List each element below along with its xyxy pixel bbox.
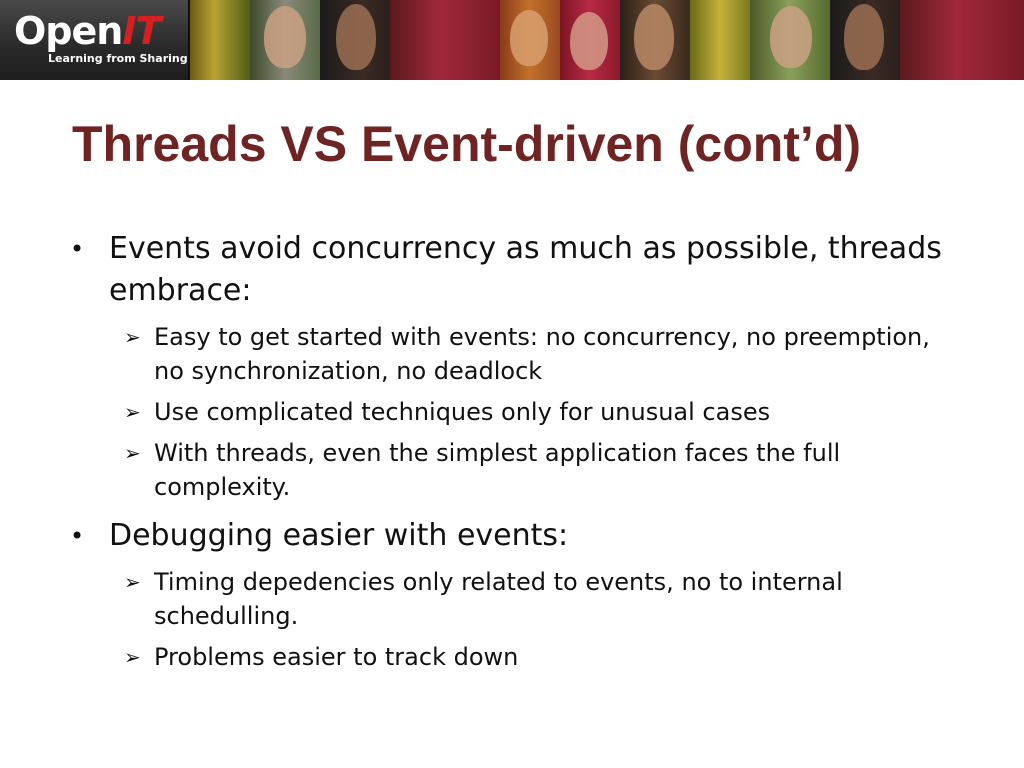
arrow-bullet-icon: ➢ (124, 645, 141, 669)
sub-bullet-text: Easy to get started with events: no concurrency, no preemption, no synchronization, no deadlock (154, 323, 930, 385)
logo-open-text: Open (14, 9, 123, 53)
photo-panel (690, 0, 750, 80)
openit-logo (0, 0, 190, 80)
arrow-bullet-icon: ➢ (124, 441, 141, 465)
photo-panel (830, 0, 900, 80)
photo-panel (560, 0, 620, 80)
sub-bullet-item (109, 320, 966, 388)
logo-tagline: Learning from Sharing (48, 52, 188, 65)
header-banner (0, 0, 1024, 80)
photo-panel (320, 0, 390, 80)
photo-panel (900, 0, 1024, 80)
photo-panel (190, 0, 250, 80)
bullet-icon: • (70, 235, 85, 263)
slide-title: Threads VS Event-driven (cont’d) (72, 116, 862, 172)
sub-bullet-text: With threads, even the simplest application faces the full complexity. (154, 439, 841, 501)
bullet-list (66, 228, 966, 681)
bullet-text: Events avoid concurrency as much as possible, threads embrace: (109, 231, 942, 308)
sub-bullet-text: Use complicated techniques only for unusual cases (154, 398, 771, 426)
sub-bullet-text: Problems easier to track down (154, 643, 519, 671)
arrow-bullet-icon: ➢ (124, 325, 141, 349)
logo-it-text: IT (122, 9, 161, 53)
sub-bullet-text: Timing depedencies only related to events, no to internal schedulling. (154, 568, 843, 630)
photo-panel (750, 0, 830, 80)
sub-bullet-item (109, 395, 966, 429)
arrow-bullet-icon: ➢ (124, 400, 141, 424)
bullet-item (66, 228, 966, 312)
photo-panel (500, 0, 560, 80)
bullet-text: Debugging easier with events: (109, 518, 569, 553)
logo-wordmark (14, 6, 160, 56)
sub-bullet-item (109, 640, 966, 674)
photo-panel (390, 0, 500, 80)
sub-bullet-item (109, 436, 966, 504)
photo-strip-image (190, 0, 1024, 80)
bullet-icon: • (70, 522, 85, 550)
photo-panel (620, 0, 690, 80)
bullet-item (66, 515, 966, 557)
sub-bullet-item (109, 565, 966, 633)
arrow-bullet-icon: ➢ (124, 570, 141, 594)
photo-panel (250, 0, 320, 80)
